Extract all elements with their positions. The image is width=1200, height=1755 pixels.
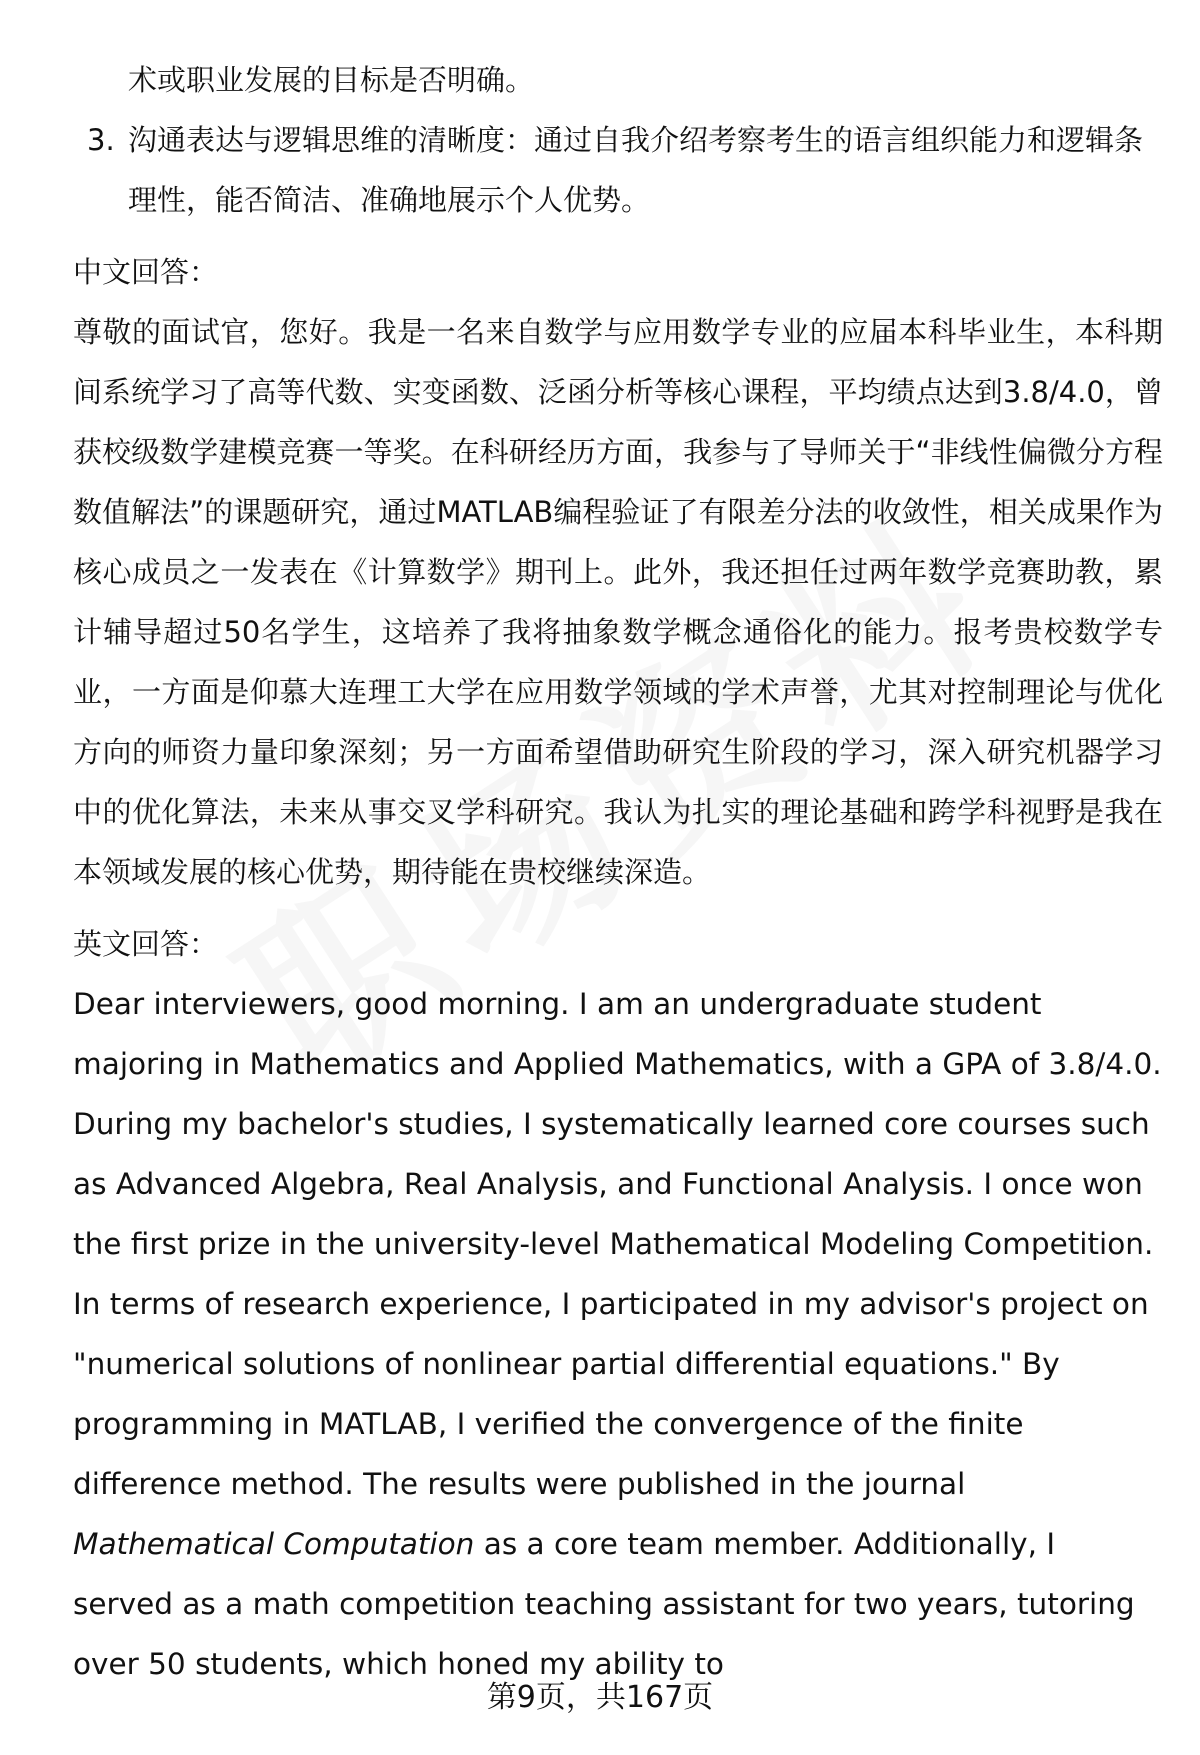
english-answer-body xyxy=(73,974,1163,1694)
list-item-3 xyxy=(73,110,1163,230)
chinese-answer-body: 尊敬的面试官，您好。我是一名来自数学与应用数学专业的应届本科毕业生，本科期间系统学习了高等代数、实变函数、泛函分析等核心课程，平均绩点达到3.8/4.0，曾获校级数学建模竞赛一等奖。在科研经历方面，我参与了导师关于“非线性偏微分方程数值解法”的课题研究，通过MATLAB编程验证了有限差分法的收敛性，相关成果作为核心成员之一发表在《计算数学》期刊上。此外，我还担任过两年数学竞赛助教，累计辅导超过50名学生，这培养了我将抽象数学概念通俗化的能力。报考贵校数学专业，一方面是仰慕大连理工大学在应用数学领域的学术声誉，尤其对控制理论与优化方向的师资力量印象深刻；另一方面希望借助研究生阶段的学习，深入研究机器学习中的优化算法，未来从事交叉学科研究。我认为扎实的理论基础和跨学科视野是我在本领域发展的核心优势，期待能在贵校继续深造。 xyxy=(73,315,1163,889)
list-item-3-number: 3. xyxy=(87,123,115,157)
page-number-footer: 第9页，共167页 xyxy=(486,1680,714,1715)
list-item-2-continuation: 术或职业发展的目标是否明确。 xyxy=(128,63,535,97)
list-item-3-text: 沟通表达与逻辑思维的清晰度：通过自我介绍考察考生的语言组织能力和逻辑条理性，能否简洁、准确地展示个人优势。 xyxy=(128,123,1144,217)
english-answer-part-1: Dear interviewers, good morning. I am an undergraduate student majoring in Mathematics and Applied Mathematics, with a GPA of 3.8/4.0. During my bachelor's studies, I systematically learned core courses such as Advanced Algebra, Real Analysis, and Functional Analysis. I once won the first prize in the university-level Mathematical Modeling Competition. In terms of research experience, I participated in my advisor's project on "numerical solutions of nonlinear partial differential equations." By programming in MATLAB, I verified the convergence of the finite difference method. The results were published in the journal xyxy=(73,987,1162,1501)
page-content xyxy=(73,50,1163,1694)
journal-title: Mathematical Computation xyxy=(73,1527,475,1561)
english-answer-heading: 英文回答： xyxy=(73,927,219,961)
english-answer-part-2: as a core team member. Additionally, I served as a math competition teaching assistant for two years, tutoring over 50 students, which honed my ability to xyxy=(73,1527,1135,1681)
chinese-answer-heading: 中文回答： xyxy=(73,255,219,289)
